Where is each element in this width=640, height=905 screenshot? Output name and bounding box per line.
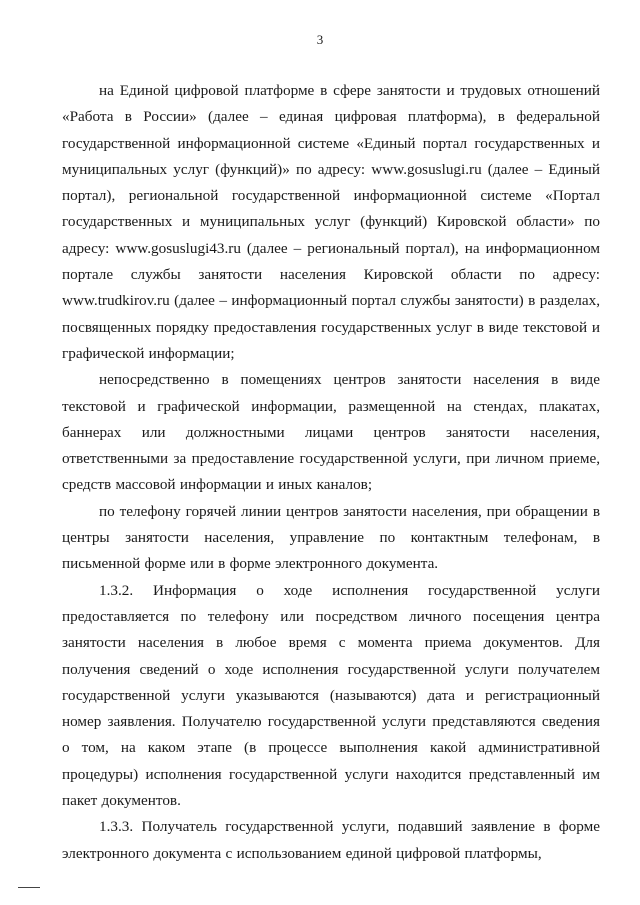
paragraph-3: по телефону горячей линии центров занятости населения, при обращении в центры занятости населения, управление по контактным телефонам, в письменной форме или в форме электронного документа. bbox=[62, 502, 600, 573]
paragraph-1-continuation: на Единой цифровой платформе в сфере занятости и трудовых отношений «Работа в России» (далее – единая цифровая платформа), в федеральной государственной информационной системе «Единый портал государственных и муниципальных услуг (функций)» по адресу: www.gosuslugi.ru (далее – Единый портал), региональной государственной информационной системе «Портал государственных и муниципальных услуг (функций) Кировской области» по адресу: www.gosuslugi43.ru (далее – региональный портал), на информационном портале службы занятости населения Кировской области по адресу: www.trudkirov.ru (далее – информационный портал службы занятости) в разделах, посвященных порядку предоставления государственных услуг в виде текстовой и графической информации; bbox=[62, 82, 600, 362]
paragraph-2: непосредственно в помещениях центров занятости населения в виде текстовой и графической информации, размещенной на стендах, плакатах, баннерах или должностными лицами центров занятости населения, ответственными за предоставление государственной услуги, при личном приеме, средств массовой информации и иных каналов; bbox=[62, 371, 600, 494]
footer-rule bbox=[18, 887, 40, 888]
paragraph-section-1-3-3: 1.3.3. Получатель государственной услуги, подавший заявление в форме электронного документа с использованием единой цифровой платформы, bbox=[62, 818, 600, 862]
paragraph-section-1-3-2: 1.3.2. Информация о ходе исполнения государственной услуги предоставляется по телефону или посредством личного посещения центра занятости населения в любое время с момента приема документов. Для получения сведений о ходе исполнения государственной услуги получателем государственной услуги указываются (называются) дата и регистрационный номер заявления. Получателю государственной услуги представляются сведения о том, на каком этапе (в процессе выполнения какой административной процедуры) исполнения государственной услуги находится представленный им пакет документов. bbox=[62, 581, 600, 810]
page-number: 3 bbox=[316, 32, 324, 47]
document-body bbox=[62, 78, 600, 867]
